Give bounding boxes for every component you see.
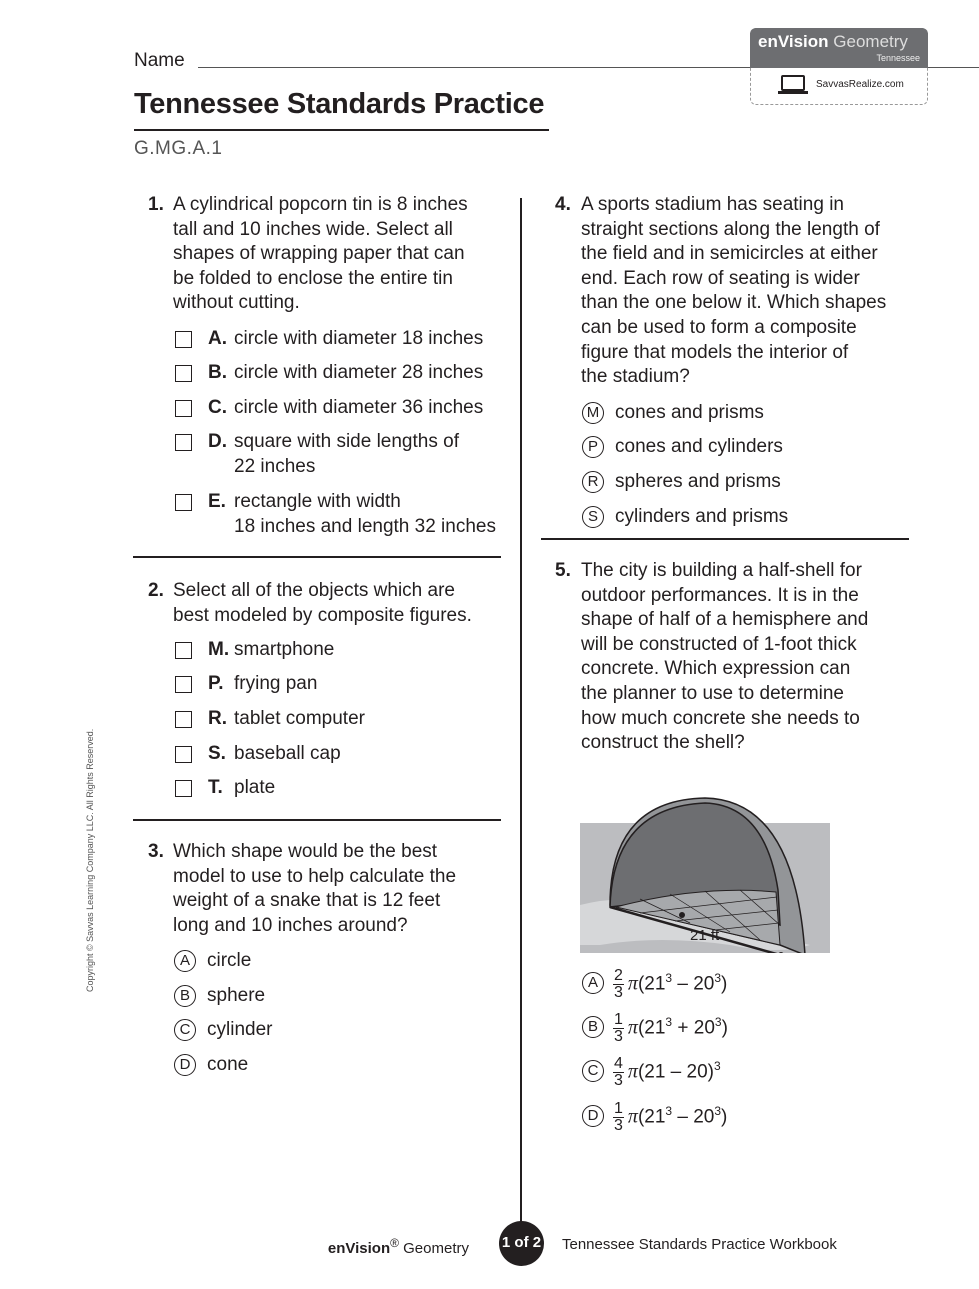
question-text-line: be folded to enclose the entire tin [173,267,453,289]
option-letter: M. [208,639,230,660]
exponent: 3 [665,1104,673,1118]
choice-bubble-c[interactable]: C [174,1019,196,1041]
expression [613,1099,727,1134]
pi-symbol: π [627,1105,638,1128]
exponent: 3 [714,1104,722,1118]
expr-part: (21 [637,1106,666,1128]
question-separator [541,538,909,540]
option-letter: B. [208,362,227,383]
expr-part: – 20 [672,1106,715,1128]
question-text-line: without cutting. [173,292,300,314]
question-separator [133,556,501,558]
option-letter: P. [208,673,224,694]
expr-part: – 20 [672,973,715,995]
standard-code: G.MG.A.1 [134,138,223,159]
radius-point [679,912,685,918]
checkbox[interactable] [175,711,192,728]
question-text-line: long and 10 inches around? [173,914,408,936]
question-number: 2. [148,580,164,601]
fraction-denominator: 3 [614,1071,623,1089]
option-letter: A. [208,328,227,349]
name-label: Name [134,50,185,71]
question-text-line: straight sections along the length of [581,218,880,240]
question-text [173,579,472,628]
option-text-line: square with side lengths of [234,431,459,452]
fraction-denominator: 3 [614,1116,623,1134]
column-divider [520,198,522,1242]
option-letter: D. [208,431,227,452]
option-text-line: baseball cap [234,743,341,764]
option-letter: T. [208,777,223,798]
choice-bubble-d[interactable]: D [582,1105,604,1127]
question-text-line: A sports stadium has seating in [581,194,844,215]
pi-symbol: π [627,972,638,995]
exponent: 3 [665,971,673,985]
logo-banner [750,28,928,68]
fraction-numerator: 1 [614,1010,623,1028]
pi-symbol: π [627,1060,638,1083]
logo-subject: Geometry [833,32,908,51]
option-text [234,327,483,352]
fraction [613,1012,624,1045]
option-text-line: circle with diameter 28 inches [234,362,484,383]
option-text-line: circle with diameter 36 inches [234,397,484,418]
question-text-line: Which shape would be the best [173,841,438,862]
page-title: Tennessee Standards Practice [134,88,545,120]
envision-logo [750,28,928,105]
choice-bubble-b[interactable]: B [174,985,196,1007]
option-text: cone [207,1054,249,1075]
question-text-line: can be used to form a composite [581,316,857,338]
option-text [234,707,365,732]
expr-part: (21 [637,1017,666,1039]
fraction-denominator: 3 [614,1027,623,1045]
option-text [234,638,334,663]
choice-bubble-r[interactable]: R [582,471,604,493]
title-underline [134,129,549,131]
option-text-line: rectangle with width [234,491,401,512]
footer-workbook: Tennessee Standards Practice Workbook [562,1236,837,1253]
question-number: 4. [555,194,571,215]
choice-bubble-s[interactable]: S [582,506,604,528]
option-text: cones and cylinders [615,436,783,457]
fraction-denominator: 3 [614,983,623,1001]
question-text-line: shape of half of a hemisphere and [581,609,869,631]
choice-bubble-m[interactable]: M [582,402,604,424]
expression [613,966,727,1001]
option-text-line: smartphone [234,639,335,660]
option-text: sphere [207,985,266,1006]
option-text [234,396,483,421]
realize-url: SavvasRealize.com [816,79,904,90]
expr-part: ) [721,973,728,995]
question-text-line: end. Each row of seating is wider [581,267,860,289]
option-text: cylinders and prisms [615,506,789,527]
question-text-line: A cylindrical popcorn tin is 8 inches [173,194,468,215]
checkbox[interactable] [175,676,192,693]
choice-bubble-b[interactable]: B [582,1016,604,1038]
option-letter: R. [208,708,227,729]
option-text-line: 18 inches and length 32 inches [234,515,496,537]
option-letter: S. [208,743,226,764]
option-text-line: tablet computer [234,708,365,729]
checkbox[interactable] [175,642,192,659]
copyright-notice: Copyright © Savvas Learning Company LLC. All Rights Reserved. [85,728,95,992]
question-text-line: outdoor performances. It is in the [581,584,859,606]
choice-bubble-p[interactable]: P [582,436,604,458]
fraction [613,968,624,1001]
choice-bubble-c[interactable]: C [582,1060,604,1082]
option-text: spheres and prisms [615,471,781,492]
fraction [613,1101,624,1134]
expression [613,1010,728,1045]
question-text [173,193,468,316]
expr-part: ) [721,1106,728,1128]
question-text-line: construct the shell? [581,732,745,754]
option-text [234,490,496,539]
question-text-line: shapes of wrapping paper that can [173,243,465,265]
question-text-line: than the one below it. Which shapes [581,292,887,314]
laptop-wifi-icon [781,75,805,91]
question-text [173,840,456,938]
expr-part: ) [721,1017,728,1039]
option-text [234,776,275,801]
exponent: 3 [714,1015,722,1029]
choice-bubble-d[interactable]: D [174,1054,196,1076]
option-letter: E. [208,491,226,512]
choice-bubble-a[interactable]: A [582,972,604,994]
option-text [234,430,459,479]
question-text-line: will be constructed of 1-foot thick [581,633,857,655]
option-text-line: plate [234,777,276,798]
question-text-line: how much concrete she needs to [581,707,860,729]
question-text-line: best modeled by composite figures. [173,604,472,626]
exponent: 3 [714,971,722,985]
pi-symbol: π [627,1016,638,1039]
figure-label: 21 ft [690,927,720,944]
question-text-line: Select all of the objects which are [173,580,455,601]
option-text [234,742,341,767]
fraction-numerator: 2 [614,966,623,984]
question-text-line: figure that models the interior of [581,341,849,363]
checkbox[interactable] [175,780,192,797]
logo-brand: enVision [758,32,829,51]
choice-bubble-a[interactable]: A [174,950,196,972]
question-text-line: model to use to help calculate the [173,865,457,887]
question-number: 5. [555,560,571,581]
option-text: circle [207,950,252,971]
option-text: cones and prisms [615,402,764,423]
fraction-numerator: 1 [614,1099,623,1117]
footer-brand-name: enVision [327,1240,391,1257]
expression [613,1054,721,1089]
exponent: 3 [713,1059,721,1073]
footer-product: Geometry [398,1240,469,1257]
expr-part: (21 – 20) [637,1061,714,1083]
question-text [581,559,868,756]
question-text-line: The city is building a half-shell for [581,560,862,581]
expr-part: (21 [637,973,666,995]
option-text [234,672,317,697]
question-number: 1. [148,194,164,215]
question-text-line: the planner to use to determine [581,682,845,704]
question-text [581,193,886,390]
footer-brand [328,1236,469,1257]
option-text-line: frying pan [234,673,318,694]
checkbox[interactable] [175,494,192,511]
checkbox[interactable] [175,331,192,348]
option-letter: C. [208,397,227,418]
question-text-line: the field and in semicircles at either [581,243,878,265]
checkbox[interactable] [175,746,192,763]
checkbox[interactable] [175,400,192,417]
footer-reg: ® [390,1236,399,1250]
question-text-line: concrete. Which expression can [581,658,851,680]
checkbox[interactable] [175,365,192,382]
checkbox[interactable] [175,434,192,451]
option-text-line: 22 inches [234,455,316,477]
option-text [234,361,483,386]
question-text-line: the stadium? [581,366,690,388]
logo-state: Tennessee [876,53,920,63]
question-separator [133,819,501,821]
page-number-badge: 1 of 2 [499,1221,544,1266]
expr-part: + 20 [672,1017,715,1039]
question-text-line: weight of a snake that is 12 feet [173,890,441,912]
question-number: 3. [148,841,164,862]
exponent: 3 [665,1015,673,1029]
option-text-line: circle with diameter 18 inches [234,328,484,349]
question-text-line: tall and 10 inches wide. Select all [173,218,453,240]
fraction [613,1056,624,1089]
fraction-numerator: 4 [614,1054,623,1072]
option-text: cylinder [207,1019,273,1040]
